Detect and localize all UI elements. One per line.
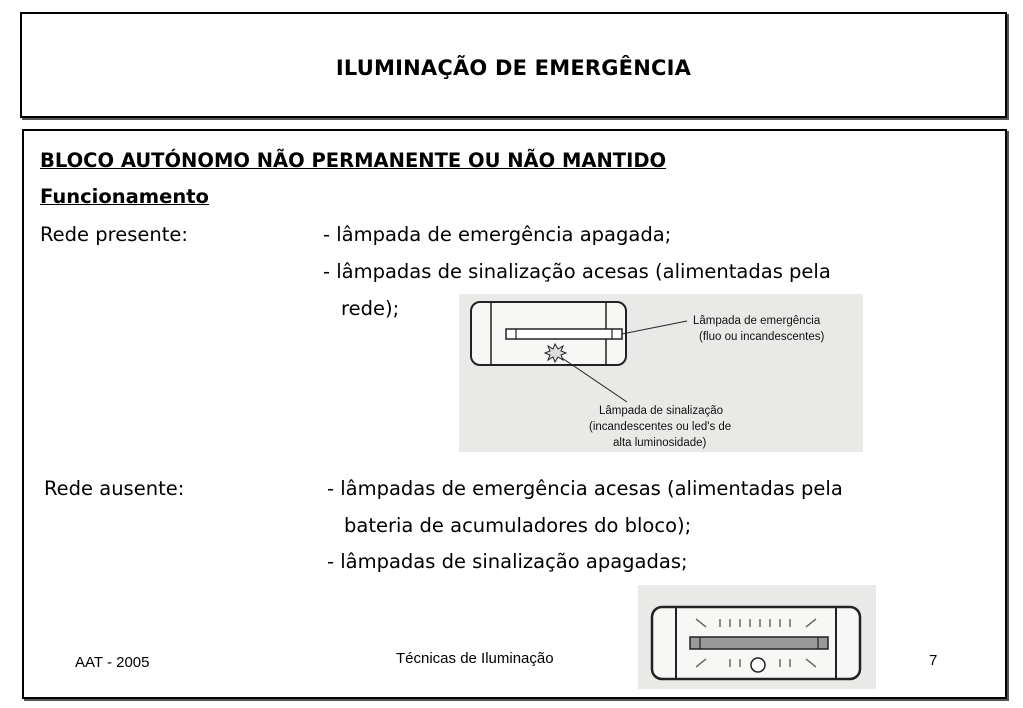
rede-ausente-line2: bateria de acumuladores do bloco);	[344, 514, 692, 537]
signal-lamp-burst-icon	[545, 344, 566, 362]
callout-signal-line2: (incandescentes ou led's de	[589, 421, 732, 433]
figure-normal-operation	[459, 294, 863, 452]
title-box	[20, 12, 1007, 118]
callout-signal-line1: Lâmpada de sinalização	[599, 405, 724, 417]
emergency-lamp-tube	[506, 329, 622, 339]
footer-left: AAT - 2005	[75, 654, 150, 671]
footer-center: Técnicas de Iluminação	[396, 650, 554, 667]
callout-signal-line3: alta luminosidade)	[613, 437, 707, 449]
rede-presente-label: Rede presente:	[40, 223, 188, 246]
rede-presente-line2: - lâmpadas de sinalização acesas (alimentadas pela	[323, 260, 831, 283]
page-number: 7	[929, 652, 938, 669]
callout-lamp-line1: Lâmpada de emergência	[693, 315, 821, 327]
emergency-lamp-lit	[690, 637, 828, 649]
rede-presente-line3: rede);	[341, 297, 400, 320]
rede-presente-line1: - lâmpada de emergência apagada;	[323, 223, 672, 246]
rede-ausente-line1: - lâmpadas de emergência acesas (alimentadas pela	[327, 477, 843, 500]
figure-emergency-operation-drawing	[638, 585, 876, 689]
signal-lamp-off-icon	[751, 658, 765, 672]
callout-lamp-line2: (fluo ou incandescentes)	[699, 331, 825, 343]
figure-emergency-operation	[638, 585, 876, 689]
rede-ausente-line3: - lâmpadas de sinalização apagadas;	[327, 550, 688, 573]
section-heading: BLOCO AUTÓNOMO NÃO PERMANENTE OU NÃO MANTIDO	[40, 149, 667, 172]
page-title: ILUMINAÇÃO DE EMERGÊNCIA	[335, 56, 692, 80]
callout-line-lamp	[622, 321, 687, 334]
rede-ausente-label: Rede ausente:	[44, 477, 185, 500]
subheading: Funcionamento	[40, 185, 209, 208]
figure-normal-operation-drawing	[459, 294, 863, 452]
